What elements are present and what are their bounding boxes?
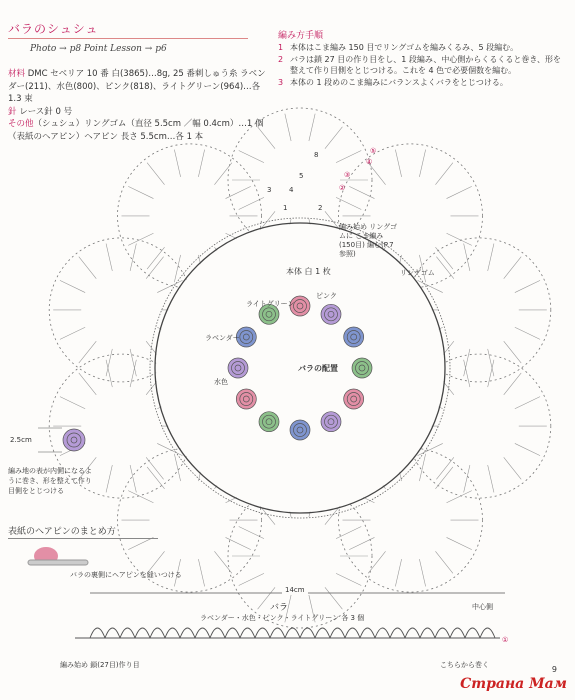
center-side-label: 中心側 [472, 603, 493, 611]
steps-heading: 編み方手順 [278, 31, 324, 41]
arrangement-label: バラの配置 [298, 364, 338, 373]
rose-icon [344, 327, 364, 347]
rose-size: 2.5cm [10, 436, 32, 444]
row-count-1: 1 [283, 204, 288, 212]
rose-icon [344, 389, 364, 409]
materials-line: 材料 DMC セベリア 10 番 白(3865)…8g, 25 番刺しゅう糸 ラベンダー(211)、水色(800)、ピンク(818)、ライトグリーン(964)…各 1.3 束 [8, 69, 266, 104]
row-count-2: 2 [318, 204, 323, 212]
page-number: 9 [551, 665, 557, 674]
step-3: 3 本体の 1 段めのこま編みにバランスよくバラをとじつける。 [278, 77, 508, 87]
start-note: 編み始め リングゴムに こま編み(150目) 編む(P.7参照) [339, 223, 397, 258]
row-count-4: 4 [289, 186, 294, 194]
rose-strip [90, 628, 495, 638]
strip-width: 14cm [282, 586, 308, 594]
hairpin-icon [28, 560, 88, 565]
row-marker-2: ② [339, 184, 346, 192]
row-count-8: 8 [314, 151, 319, 159]
hairpin-heading-rule [8, 538, 158, 539]
rose-icon [321, 412, 341, 432]
rose-icon [290, 420, 310, 440]
hairpin-heading: 表紙のヘアピンのまとめ方 [8, 527, 116, 537]
rose-icon [352, 358, 372, 378]
label-pink: ピンク [316, 292, 337, 300]
row-count-3: 3 [267, 186, 272, 194]
roll-direction-note: こちらから巻く [440, 661, 489, 669]
body-label: 本体 白 1 枚 [286, 267, 331, 276]
row-count-5: 5 [299, 172, 304, 180]
other-line: その他（シュシュ）リングゴム（直径 5.5cm ／幅 0.4cm）…1 個（表紙のヘアピン）ヘアピン 長さ 5.5cm…各 1 本 [8, 119, 264, 142]
label-light-blue: 水色 [214, 378, 228, 386]
strip-start-note: 編み始め 鎖(27目)作り目 [60, 661, 140, 669]
hairpin-note: バラの裏側にヘアピンを縫いつける [70, 571, 182, 579]
watermark: Страна Мам [460, 676, 567, 692]
page-title: バラのシュシュ [8, 22, 99, 36]
row-marker-5: ⑤ [370, 147, 377, 155]
step-2: 2 バラは鎖 27 目の作り目をし、1 段編み、中心側からくるくると巻き、形を整えて作り目側をとじつける。これを 4 色で必要個数を編む。 [278, 54, 562, 75]
rose-icon [321, 304, 341, 324]
step-1: 1 本体はこま編み 150 目でリングゴムを編みくるみ、5 段編む。 [278, 43, 519, 52]
strip-title: バラ [270, 603, 289, 613]
page-references: Photo → p8 Point Lesson → p6 [30, 44, 167, 54]
row-marker-4: ④ [366, 158, 373, 166]
strip-mark: ① [502, 636, 509, 644]
label-light-green: ライトグリーン [246, 300, 295, 308]
row-marker-3: ③ [344, 171, 351, 179]
needle-line: 針 レース針 0 号 [8, 106, 73, 117]
single-rose [63, 429, 85, 451]
rose-note: 編み地の表が内側になるように巻き、形を整えて作り目側をとじつける [8, 467, 92, 495]
ring-label: リングゴム [400, 269, 435, 277]
rose-icon [228, 358, 248, 378]
rose-icon [236, 389, 256, 409]
rose-icon [259, 412, 279, 432]
label-lavender: ラベンダー [205, 334, 240, 342]
strip-colors: ラベンダー・水色・ピンク・ライトグリーン 各 3 個 [200, 614, 365, 622]
